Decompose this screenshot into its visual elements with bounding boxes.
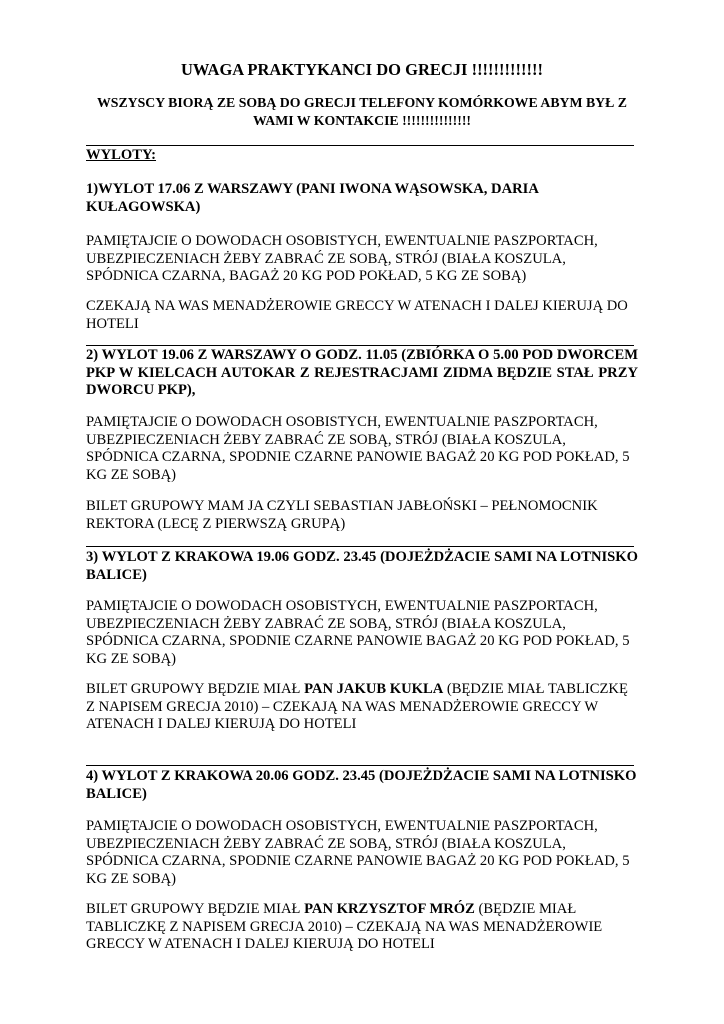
divider [86, 145, 634, 146]
flight-2-paragraph-2: BILET GRUPOWY MAM JA CZYLI SEBASTIAN JABŁOŃSKI – PEŁNOMOCNIK REKTORA (LECĘ Z PIERWSZĄ GRUPĄ) [86, 498, 598, 532]
divider [86, 765, 634, 766]
flight-3-heading: 3) WYLOT Z KRAKOWA 19.06 GODZ. 23.45 (DOJEŻDŻACIE SAMI NA LOTNISKO BALICE) [86, 549, 638, 583]
flight-2-heading: 2) WYLOT 19.06 Z WARSZAWY O GODZ. 11.05 (ZBIÓRKA O 5.00 POD DWORCEM PKP W KIELCACH AUTOKAR Z REJESTRACJAMI ZIDMA BĘDZIE STAŁ PRZY DWORCU PKP), [86, 347, 638, 398]
flight-3-text: BILET GRUPOWY BĘDZIE MIAŁ [86, 681, 305, 697]
flight-3-contact-name: PAN JAKUB KUKLA [304, 681, 444, 697]
divider [86, 345, 634, 346]
section-heading: WYLOTY: [86, 147, 157, 163]
flight-1-paragraph-2: CZEKAJĄ NA WAS MENADŻEROWIE GRECCY W ATENACH I DALEJ KIERUJĄ DO HOTELI [86, 298, 628, 332]
flight-3-paragraph-2 [86, 681, 638, 734]
flight-4-contact-name: PAN KRZYSZTOF MRÓZ [304, 901, 475, 917]
page-subtitle: WSZYSCY BIORĄ ZE SOBĄ DO GRECJI TELEFONY KOMÓRKOWE ABYM BYŁ Z WAMI W KONTAKCIE !!!!!!!!!!!!!!! [97, 95, 627, 128]
flight-1-heading: 1)WYLOT 17.06 Z WARSZAWY (PANI IWONA WĄSOWSKA, DARIA KUŁAGOWSKA) [86, 181, 539, 215]
flight-3-paragraph-1: PAMIĘTAJCIE O DOWODACH OSOBISTYCH, EWENTUALNIE PASZPORTACH, UBEZPIECZENIACH ŻEBY ZABRAĆ ZE SOBĄ, STRÓJ (BIAŁA KOSZULA, SPÓDNICA CZARNA, SPODNIE CZARNE PANOWIE BAGAŻ 20 KG POD POKŁAD, 5 KG ZE SOBĄ) [86, 598, 630, 667]
flight-4-paragraph-1: PAMIĘTAJCIE O DOWODACH OSOBISTYCH, EWENTUALNIE PASZPORTACH, UBEZPIECZENIACH ŻEBY ZABRAĆ ZE SOBĄ, STRÓJ (BIAŁA KOSZULA, SPÓDNICA CZARNA, SPODNIE CZARNE PANOWIE BAGAŻ 20 KG POD POKŁAD, 5 KG ZE SOBĄ) [86, 818, 630, 887]
flight-4-text: (BĘDZIE MIAŁ TABLICZKĘ Z NAPISEM GRECJA 2010) – CZEKAJĄ NA WAS MENADŻEROWIE GRECCY W ATENACH I DALEJ KIERUJĄ DO HOTELI [86, 901, 603, 952]
flight-2-paragraph-1: PAMIĘTAJCIE O DOWODACH OSOBISTYCH, EWENTUALNIE PASZPORTACH, UBEZPIECZENIACH ŻEBY ZABRAĆ ZE SOBĄ, STRÓJ (BIAŁA KOSZULA, SPÓDNICA CZARNA, SPODNIE CZARNE PANOWIE BAGAŻ 20 KG POD POKŁAD, 5 KG ZE SOBĄ) [86, 414, 630, 483]
flight-4-text: BILET GRUPOWY BĘDZIE MIAŁ [86, 901, 305, 917]
flight-4-heading: 4) WYLOT Z KRAKOWA 20.06 GODZ. 23.45 (DOJEŻDŻACIE SAMI NA LOTNISKO BALICE) [86, 768, 637, 802]
divider [86, 546, 634, 547]
flight-3-text: (BĘDZIE MIAŁ TABLICZKĘ Z NAPISEM GRECJA 2010) – CZEKAJĄ NA WAS MENADŻEROWIE GRECCY W ATENACH I DALEJ KIERUJĄ DO HOTELI [86, 681, 628, 732]
page-title: UWAGA PRAKTYKANCI DO GRECJI !!!!!!!!!!!!! [180, 60, 544, 79]
flight-4-paragraph-2 [86, 901, 638, 954]
flight-1-paragraph-1: PAMIĘTAJCIE O DOWODACH OSOBISTYCH, EWENTUALNIE PASZPORTACH, UBEZPIECZENIACH ŻEBY ZABRAĆ ZE SOBĄ, STRÓJ (BIAŁA KOSZULA, SPÓDNICA CZARNA, BAGAŻ 20 KG POD POKŁAD, 5 KG ZE SOBĄ) [86, 233, 598, 284]
